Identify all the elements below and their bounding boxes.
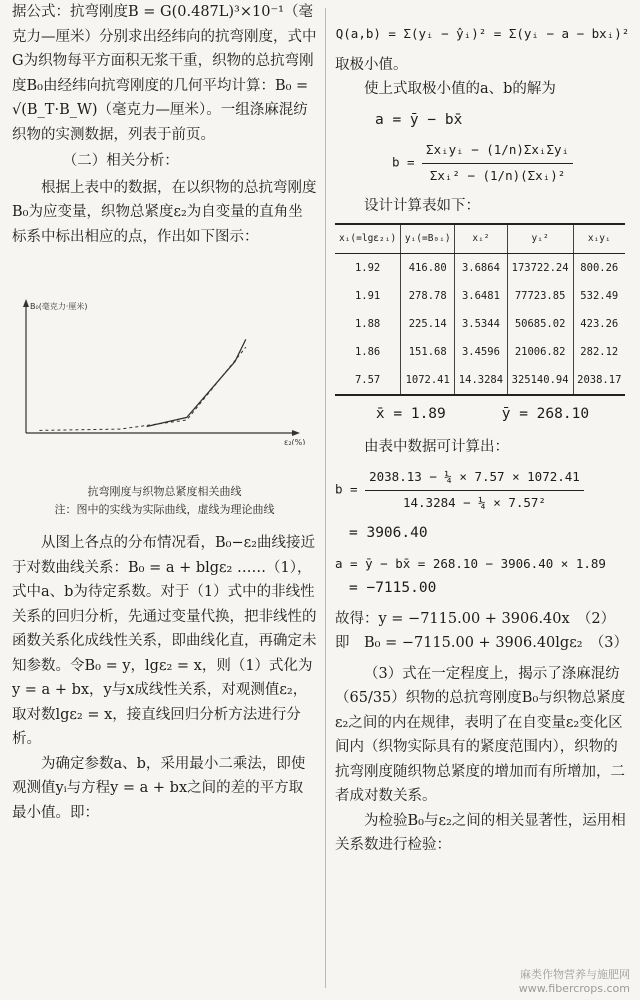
site-watermark bbox=[519, 968, 630, 996]
table-cell: 1072.41 bbox=[401, 366, 455, 395]
watermark-line1: 麻类作物营养与施肥网 bbox=[520, 968, 630, 981]
formula-b-numerator: Σxᵢyᵢ − (1/n)ΣxᵢΣyᵢ bbox=[422, 138, 573, 164]
table-cell: 1.86 bbox=[354, 346, 381, 358]
table-header-cell: xᵢyᵢ bbox=[573, 224, 625, 254]
right-column bbox=[335, 0, 630, 858]
table-row bbox=[335, 282, 625, 310]
table-cell: 173722.24 bbox=[507, 254, 573, 283]
calc-b-result: = 3906.40 bbox=[349, 525, 428, 541]
formula-a: a = ȳ − bx̄ bbox=[375, 111, 463, 128]
calc-a: a = ȳ − bx̄ = 268.10 − 3906.40 × 1.89 bbox=[335, 555, 606, 571]
calc-b-lhs: b = bbox=[335, 481, 358, 497]
table-cell: 3.6864 bbox=[455, 254, 507, 283]
table-header-cell: xᵢ(=lgε₂ᵢ) bbox=[335, 224, 401, 254]
equation-3: 即 B₀ = −7115.00 + 3906.40lgε₂ （3） bbox=[335, 635, 628, 651]
table-cell: 7.57 bbox=[335, 366, 401, 395]
table-cell: 3.4596 bbox=[455, 338, 507, 366]
table-header-cell: xᵢ² bbox=[455, 224, 507, 254]
table-title: 设计计算表如下： bbox=[364, 198, 480, 214]
calc-b bbox=[335, 465, 630, 515]
calc-b-numerator: 2038.13 − ¼ × 7.57 × 1072.41 bbox=[365, 465, 584, 491]
table-row bbox=[335, 254, 625, 283]
x-axis-label: ε₂(%) bbox=[284, 438, 306, 445]
table-cell: 416.80 bbox=[401, 254, 455, 283]
formula-q: Q(a,b) = Σ(yᵢ − ŷᵢ)² = Σ(yᵢ − a − bxᵢ)² bbox=[335, 26, 630, 41]
table-cell: 3.5344 bbox=[455, 310, 507, 338]
paragraph-regression: 从图上各点的分布情况看，B₀−ε₂曲线接近于对数曲线关系：B₀ = a + blgε₂ ……（1），式中a、b为待定系数。对于（1）式中的非线性关系的回归分析，先通过变量代换，把非线性的函数关系化成线性关系，即曲线化直，再确定未知参数。令B₀ = y，lgε₂ = x，则（1）式化为y = a + bx，y与x成线性关系，对观测值ε₂，取对数lgε₂ = x，接直线回归分析方法进行分析。 bbox=[12, 535, 317, 747]
table-cell: 282.12 bbox=[573, 338, 625, 366]
table-cell: 423.26 bbox=[573, 310, 625, 338]
chart-svg bbox=[14, 295, 314, 445]
paragraph-correlation: 根据上表中的数据，在以织物的总抗弯刚度B₀为应变量，织物总紧度ε₂为自变量的直角坐标系中标出相应的点，作出如下图示： bbox=[12, 179, 317, 245]
table-cell: 151.68 bbox=[401, 338, 455, 366]
table-header-cell: yᵢ² bbox=[507, 224, 573, 254]
paragraph-conclusion: （3）式在一定程度上，揭示了涤麻混纺（65/35）织物的总抗弯刚度B₀与织物总紧度ε₂之间的内在规律，表明了在自变量ε₂变化区间内（织物实际具有的紧度范围内），织物的抗弯刚度随织物总紧度的增加而有所增加，二者成对数关系。 bbox=[335, 665, 626, 804]
formula-b-fraction bbox=[422, 138, 573, 188]
table-row bbox=[335, 366, 625, 395]
table-cell: 2038.17 bbox=[573, 366, 625, 395]
correlation-chart bbox=[14, 295, 314, 445]
table-cell: 1.92 bbox=[354, 262, 381, 274]
left-column bbox=[12, 0, 317, 825]
calc-b-denominator: 14.3284 − ¼ × 7.57² bbox=[402, 494, 546, 510]
calc-a-result: = −7115.00 bbox=[349, 580, 437, 596]
watermark-line2: www.fibercrops.com bbox=[518, 982, 630, 995]
paragraph-significance: 为检验B₀与ε₂之间的相关显著性，运用相关系数进行检验： bbox=[335, 812, 626, 853]
table-row bbox=[335, 338, 625, 366]
means-row bbox=[335, 402, 630, 427]
equation-2: 故得：y = −7115.00 + 3906.40x （2） bbox=[335, 610, 616, 627]
paragraph-least-squares: 为确定参数a、b，采用最小二乘法，即使观测值yᵢ与方程y = a + bx之间的差的平方取最小值。即： bbox=[12, 755, 306, 821]
theoretical-curve bbox=[39, 347, 245, 430]
mean-y: ȳ = 268.10 bbox=[501, 406, 590, 422]
table-body bbox=[335, 254, 625, 396]
formula-b bbox=[335, 138, 630, 188]
calc-b-fraction bbox=[365, 465, 584, 515]
table-cell: 325140.94 bbox=[507, 366, 573, 395]
formula-b-lhs: b = bbox=[391, 154, 415, 170]
table-cell: 14.3284 bbox=[455, 366, 507, 395]
table-cell: 800.26 bbox=[573, 254, 625, 283]
table-cell: 1.88 bbox=[354, 318, 381, 330]
text-calc-intro: 由表中数据可计算出： bbox=[364, 438, 509, 455]
section-heading: （二）相关分析： bbox=[62, 153, 179, 169]
table-cell: 50685.02 bbox=[507, 310, 573, 338]
y-axis-label: B₀(毫克力·厘米) bbox=[30, 302, 88, 311]
column-divider bbox=[325, 8, 326, 988]
table-cell: 77723.85 bbox=[507, 282, 573, 310]
table-cell: 225.14 bbox=[401, 310, 455, 338]
x-axis-arrow bbox=[292, 430, 300, 436]
table-cell: 1.91 bbox=[354, 290, 381, 302]
mean-x: x̄ = 1.89 bbox=[375, 406, 446, 422]
series-layer bbox=[39, 339, 245, 430]
calculation-table bbox=[335, 223, 625, 397]
actual-curve bbox=[147, 339, 246, 426]
table-cell: 3.6481 bbox=[455, 282, 507, 310]
table-row bbox=[335, 310, 625, 338]
text-minimum: 取极小值。 bbox=[335, 56, 408, 73]
table-header-row bbox=[335, 224, 625, 254]
table-cell: 21006.82 bbox=[507, 338, 573, 366]
table-header-cell: yᵢ(=B₀ᵢ) bbox=[401, 224, 455, 254]
text-solution-intro: 使上式取极小值的a、b的解为 bbox=[364, 81, 556, 97]
formula-b-denominator: Σxᵢ² − (1/n)(Σxᵢ)² bbox=[429, 167, 566, 183]
chart-caption: 抗弯刚度与织物总紧度相关曲线 bbox=[87, 485, 242, 498]
y-axis-arrow bbox=[23, 299, 29, 307]
paragraph-formula-intro: 据公式：抗弯刚度B = G(0.487L)³×10⁻¹（毫克力—厘米）分别求出经纬向的抗弯刚度，式中G为织物每平方面积无浆干重，织物的总抗弯刚度B₀由经纬向抗弯刚度的几何平均计算：B₀ = √(B_T·B_W)（毫克力—厘米）。一组涤麻混纺织物的实测数据，列表于前页。 bbox=[12, 4, 317, 143]
table-cell: 532.49 bbox=[573, 282, 625, 310]
table-cell: 278.78 bbox=[401, 282, 455, 310]
chart-note: 注：图中的实线为实际曲线，虚线为理论曲线 bbox=[54, 503, 275, 516]
